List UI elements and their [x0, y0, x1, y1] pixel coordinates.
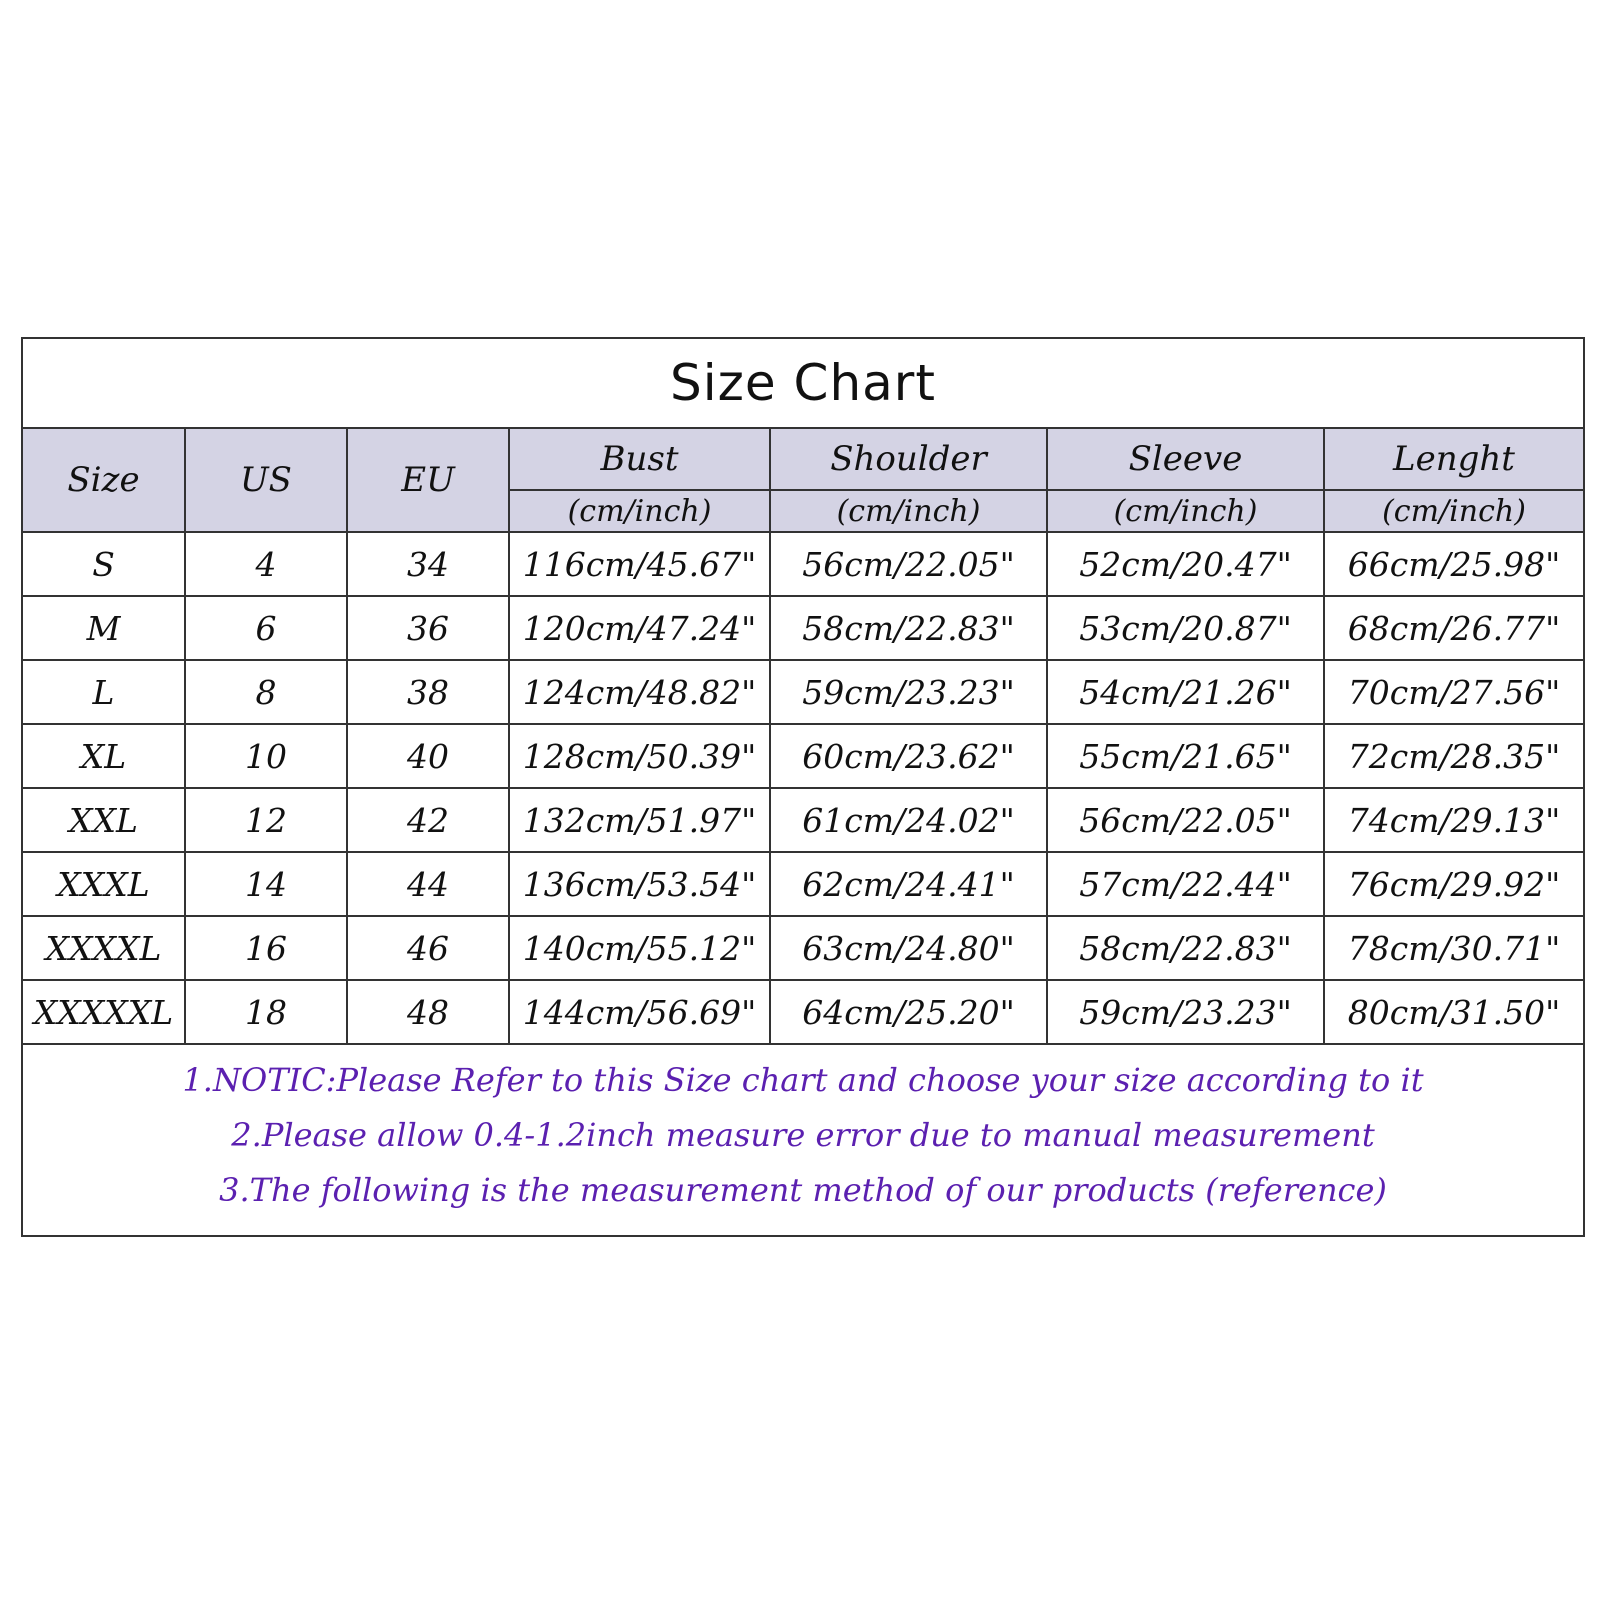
- us-cell: 6: [185, 596, 347, 660]
- shoulder-cell: 59cm/23.23": [770, 660, 1047, 724]
- size-table: [23, 429, 1583, 1045]
- header-bust: Bust: [509, 429, 770, 490]
- length-cell: 78cm/30.71": [1324, 916, 1583, 980]
- eu-cell: 38: [347, 660, 509, 724]
- shoulder-cell: 64cm/25.20": [770, 980, 1047, 1044]
- unit-sleeve: (cm/inch): [1047, 490, 1324, 532]
- size-cell: XXXL: [23, 852, 185, 916]
- table-row: [23, 852, 1583, 916]
- bust-cell: 136cm/53.54": [509, 852, 770, 916]
- note-1: 1.NOTIC:Please Refer to this Size chart and choose your size according to it: [182, 1061, 1424, 1099]
- shoulder-cell: 56cm/22.05": [770, 532, 1047, 596]
- shoulder-cell: 63cm/24.80": [770, 916, 1047, 980]
- sleeve-cell: 59cm/23.23": [1047, 980, 1324, 1044]
- us-cell: 12: [185, 788, 347, 852]
- table-row: [23, 980, 1583, 1044]
- length-cell: 80cm/31.50": [1324, 980, 1583, 1044]
- length-cell: 70cm/27.56": [1324, 660, 1583, 724]
- length-cell: 66cm/25.98": [1324, 532, 1583, 596]
- size-cell: M: [23, 596, 185, 660]
- header-us: US: [185, 429, 347, 532]
- us-cell: 16: [185, 916, 347, 980]
- note-2: 2.Please allow 0.4-1.2inch measure error due to manual measurement: [231, 1116, 1375, 1154]
- page-title: Size Chart: [670, 354, 936, 412]
- shoulder-cell: 62cm/24.41": [770, 852, 1047, 916]
- size-cell: XL: [23, 724, 185, 788]
- note-3: 3.The following is the measurement method of our products (reference): [219, 1171, 1387, 1209]
- sleeve-cell: 53cm/20.87": [1047, 596, 1324, 660]
- eu-cell: 40: [347, 724, 509, 788]
- us-cell: 14: [185, 852, 347, 916]
- length-cell: 76cm/29.92": [1324, 852, 1583, 916]
- table-row: [23, 724, 1583, 788]
- unit-shoulder: (cm/inch): [770, 490, 1047, 532]
- size-rows: [23, 532, 1583, 1044]
- us-cell: 8: [185, 660, 347, 724]
- title-row: [23, 339, 1583, 429]
- eu-cell: 34: [347, 532, 509, 596]
- bust-cell: 144cm/56.69": [509, 980, 770, 1044]
- table-row: [23, 916, 1583, 980]
- shoulder-cell: 61cm/24.02": [770, 788, 1047, 852]
- bust-cell: 132cm/51.97": [509, 788, 770, 852]
- shoulder-cell: 58cm/22.83": [770, 596, 1047, 660]
- length-cell: 74cm/29.13": [1324, 788, 1583, 852]
- unit-bust: (cm/inch): [509, 490, 770, 532]
- us-cell: 10: [185, 724, 347, 788]
- sleeve-cell: 58cm/22.83": [1047, 916, 1324, 980]
- eu-cell: 48: [347, 980, 509, 1044]
- us-cell: 4: [185, 532, 347, 596]
- eu-cell: 42: [347, 788, 509, 852]
- header-row: [23, 429, 1583, 490]
- sleeve-cell: 52cm/20.47": [1047, 532, 1324, 596]
- unit-length: (cm/inch): [1324, 490, 1583, 532]
- bust-cell: 140cm/55.12": [509, 916, 770, 980]
- eu-cell: 46: [347, 916, 509, 980]
- bust-cell: 120cm/47.24": [509, 596, 770, 660]
- sleeve-cell: 56cm/22.05": [1047, 788, 1324, 852]
- header-eu: EU: [347, 429, 509, 532]
- header-size: Size: [23, 429, 185, 532]
- size-cell: XXXXXL: [23, 980, 185, 1044]
- size-cell: L: [23, 660, 185, 724]
- sleeve-cell: 54cm/21.26": [1047, 660, 1324, 724]
- header-length: Lenght: [1324, 429, 1583, 490]
- sleeve-cell: 55cm/21.65": [1047, 724, 1324, 788]
- us-cell: 18: [185, 980, 347, 1044]
- table-row: [23, 532, 1583, 596]
- sleeve-cell: 57cm/22.44": [1047, 852, 1324, 916]
- eu-cell: 44: [347, 852, 509, 916]
- bust-cell: 116cm/45.67": [509, 532, 770, 596]
- size-cell: XXL: [23, 788, 185, 852]
- header-sleeve: Sleeve: [1047, 429, 1324, 490]
- size-cell: XXXXL: [23, 916, 185, 980]
- eu-cell: 36: [347, 596, 509, 660]
- size-chart-sheet: [21, 337, 1585, 1237]
- table-row: [23, 788, 1583, 852]
- table-row: [23, 596, 1583, 660]
- table-row: [23, 660, 1583, 724]
- notes: [23, 1045, 1583, 1218]
- size-cell: S: [23, 532, 185, 596]
- length-cell: 72cm/28.35": [1324, 724, 1583, 788]
- header-shoulder: Shoulder: [770, 429, 1047, 490]
- shoulder-cell: 60cm/23.62": [770, 724, 1047, 788]
- bust-cell: 128cm/50.39": [509, 724, 770, 788]
- bust-cell: 124cm/48.82": [509, 660, 770, 724]
- length-cell: 68cm/26.77": [1324, 596, 1583, 660]
